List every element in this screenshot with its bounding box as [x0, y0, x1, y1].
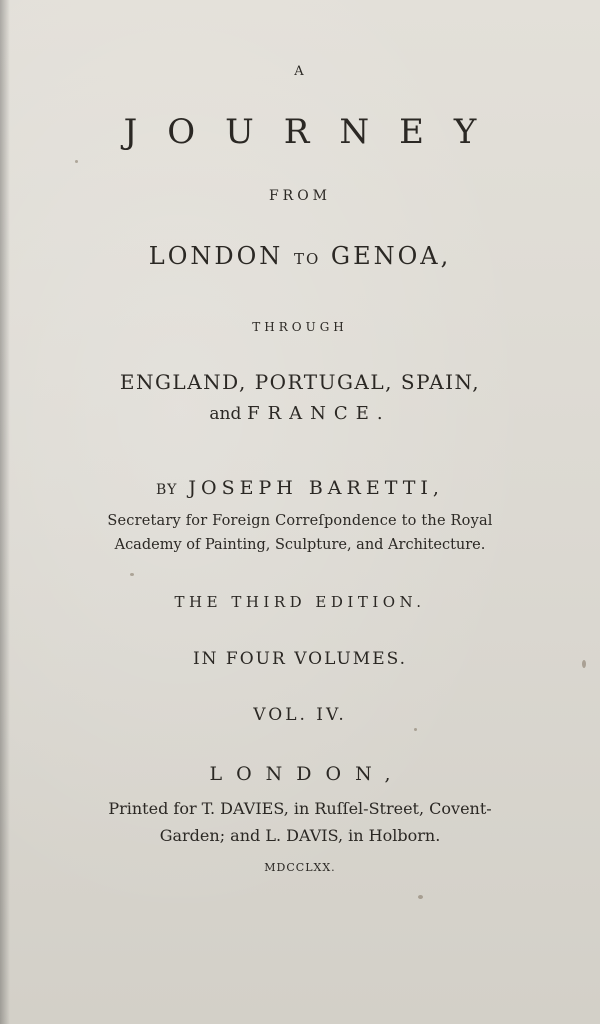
- main-title: JOURNEY: [123, 112, 507, 152]
- route-origin: LONDON: [148, 242, 284, 270]
- title-article: A: [294, 64, 306, 79]
- foxing-spot: [418, 895, 423, 899]
- author-name: JOSEPH BARETTI,: [188, 477, 444, 499]
- imprint-place: LONDON,: [209, 763, 405, 785]
- france-word: FRANCE.: [247, 403, 391, 424]
- imprint-date: MDCCLXX.: [264, 861, 336, 874]
- route-line: [0, 242, 600, 270]
- foxing-spot: [414, 728, 417, 731]
- edition-line: THE THIRD EDITION.: [174, 593, 426, 611]
- foxing-spot: [75, 160, 78, 163]
- volume-number: VOL. IV.: [253, 705, 347, 725]
- by-word: BY: [156, 482, 178, 498]
- route-destination: GENOA,: [330, 242, 452, 270]
- volumes-line: IN FOUR VOLUMES.: [192, 649, 408, 669]
- countries-line: ENGLAND, PORTUGAL, SPAIN,: [119, 370, 481, 394]
- printer-line2: Garden; and L. DAVIS, in Holborn.: [159, 826, 441, 845]
- through-word: THROUGH: [252, 320, 348, 334]
- author-line: [0, 477, 600, 499]
- author-position-line1: Secretary for Foreign Correſpondence to the Royal: [107, 513, 493, 529]
- author-position-line2: Academy of Painting, Sculpture, and Architecture.: [114, 537, 486, 553]
- route-to: TO: [293, 250, 321, 268]
- foxing-spot: [582, 660, 586, 668]
- france-line: [0, 403, 600, 424]
- printer-line1: Printed for T. DAVIES, in Ruſſel-Street, Covent-: [108, 799, 492, 818]
- foxing-spot: [130, 573, 134, 576]
- from-word: FROM: [268, 188, 332, 204]
- and-word: and: [209, 404, 242, 424]
